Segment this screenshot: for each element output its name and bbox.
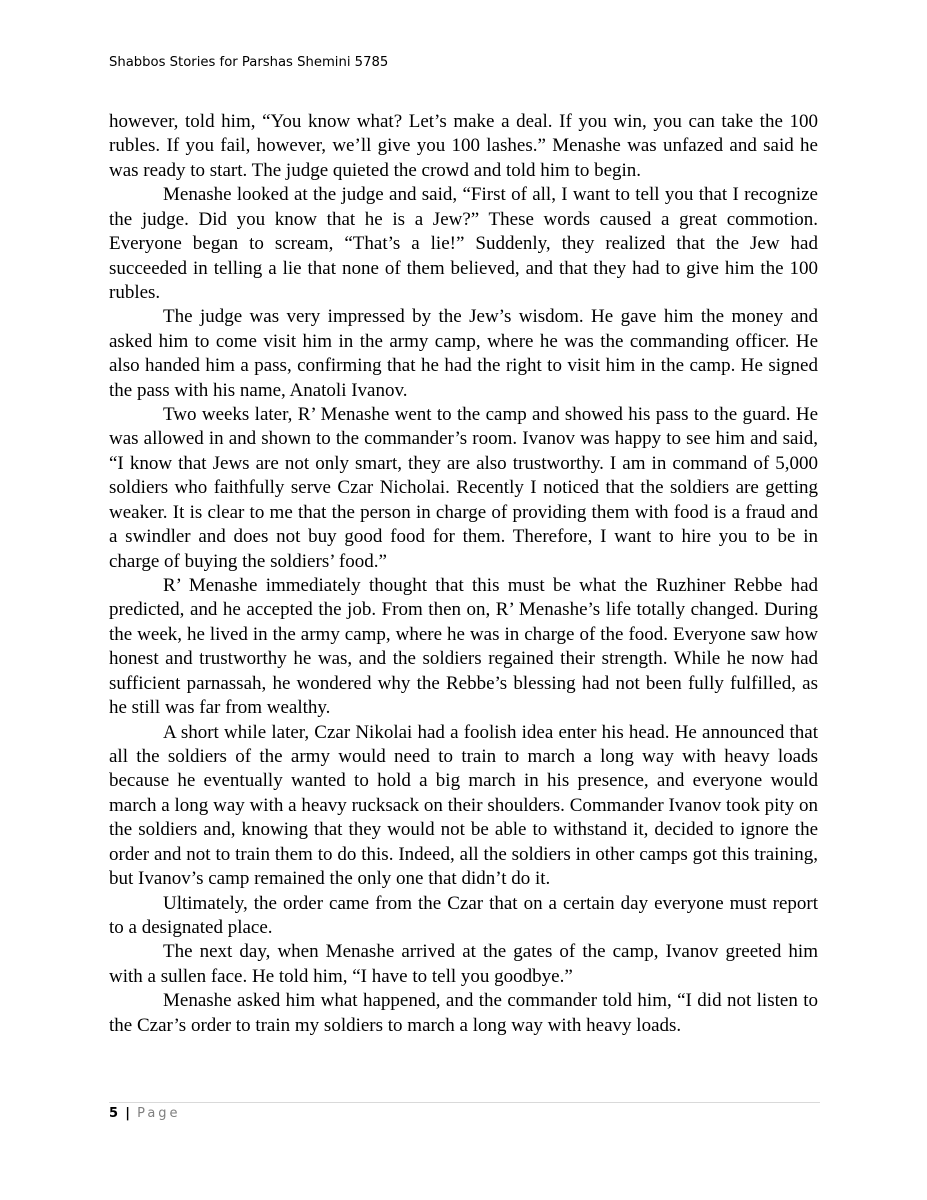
body-text	[109, 110, 818, 1038]
page-label: Page	[137, 1106, 181, 1121]
paragraph: however, told him, “You know what? Let’s make a deal. If you win, you can take the 100 rubles. If you fail, however, we’ll give you 100 lashes.” Menashe was unfazed and said he was ready to start. The judge quieted the crowd and told him to begin.	[109, 111, 818, 181]
paragraph: R’ Menashe immediately thought that this must be what the Ruzhiner Rebbe had predicted, and he accepted the job. From then on, R’ Menashe’s life totally changed. During the week, he lived in the army camp, where he was in charge of the food. Everyone saw how honest and trustworthy he was, and the soldiers regained their strength. While he now had sufficient parnassah, he wondered why the Rebbe’s blessing had not been fully fulfilled, as he still was far from wealthy.	[109, 575, 818, 719]
paragraph: Two weeks later, R’ Menashe went to the camp and showed his pass to the guard. He was allowed in and shown to the commander’s room. Ivanov was happy to see him and said, “I know that Jews are not only smart, they are also trustworthy. I am in command of 5,000 soldiers who faithfully serve Czar Nicholai. Recently I noticed that the soldiers are getting weaker. It is clear to me that the person in charge of providing them with food is a fraud and a swindler and does not buy good food for them. Therefore, I want to hire you to be in charge of buying the soldiers’ food.”	[109, 404, 818, 572]
paragraph: A short while later, Czar Nikolai had a foolish idea enter his head. He announced that all the soldiers of the army would need to train to march a long way with heavy loads because he eventually wanted to hold a big march in his presence, and everyone would march a long way with a heavy rucksack on their shoulders. Commander Ivanov took pity on the soldiers and, knowing that they would not be able to withstand it, decided to ignore the order and not to train them to do this. Indeed, all the soldiers in other camps got this training, but Ivanov’s camp remained the only one that didn’t do it.	[109, 721, 818, 890]
paragraph: Menashe looked at the judge and said, “First of all, I want to tell you that I recognize the judge. Did you know that he is a Jew?” These words caused a great commotion. Everyone began to scream, “That’s a lie!” Suddenly, they realized that the Jew had succeeded in telling a lie that none of them believed, and that they had to give him the 100 rubles.	[109, 184, 818, 303]
page-footer	[109, 1106, 181, 1121]
running-header: Shabbos Stories for Parshas Shemini 5785	[109, 55, 389, 70]
paragraph: The judge was very impressed by the Jew’s wisdom. He gave him the money and asked him to come visit him in the army camp, where he was the commanding officer. He also handed him a pass, confirming that he had the right to visit him in the camp. He signed the pass with his name, Anatoli Ivanov.	[109, 306, 818, 401]
footer-separator: |	[125, 1106, 130, 1121]
page-number: 5	[109, 1106, 119, 1121]
paragraph: Menashe asked him what happened, and the commander told him, “I did not listen to the Czar’s order to train my soldiers to march a long way with heavy loads.	[109, 990, 818, 1036]
paragraph: The next day, when Menashe arrived at the gates of the camp, Ivanov greeted him with a sullen face. He told him, “I have to tell you goodbye.”	[109, 941, 818, 987]
paragraph: Ultimately, the order came from the Czar that on a certain day everyone must report to a designated place.	[109, 892, 818, 938]
footer-divider	[109, 1102, 820, 1103]
